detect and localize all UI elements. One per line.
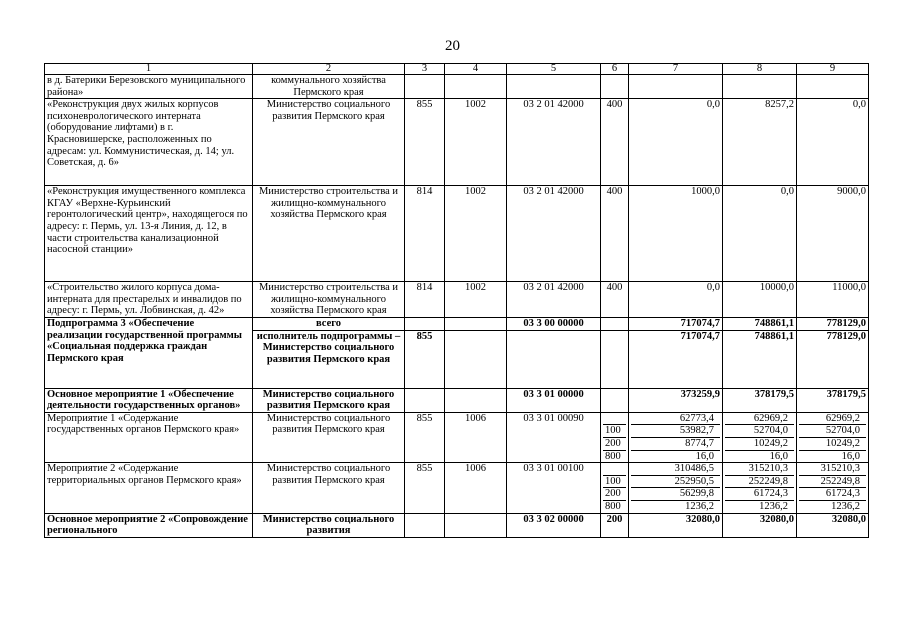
col-header: 5 <box>507 64 601 75</box>
row-c3 <box>405 317 445 330</box>
row-type: 400 <box>601 186 629 282</box>
activity-row <box>45 463 869 513</box>
subprogram-name: Подпрограмма 3 «Обеспечение реализации государственной программы «Социальная поддержка граждан Пермского края <box>45 317 253 388</box>
row-y2: 32080,0 <box>723 513 797 537</box>
row-section: 1006 <box>445 412 507 462</box>
row-c3 <box>405 513 445 537</box>
row-executor: Министерство социального развития Пермского края <box>253 412 405 462</box>
row-type: 400 <box>601 282 629 318</box>
row-section: 1002 <box>445 282 507 318</box>
row-grbs: 814 <box>405 282 445 318</box>
col-header: 3 <box>405 64 445 75</box>
row-y1: 0,0 <box>629 282 723 318</box>
row-name: «Реконструкция двух жилых корпусов психоневрологического интерната (оборудование лифтами) в г. Красновишерске, расположенных по адресам: ул. Коммунистическая, д. 14; ул. Советская, д. 6» <box>45 99 253 186</box>
row-grbs: 855 <box>405 412 445 462</box>
activity-row <box>45 412 869 462</box>
table-row <box>45 99 869 186</box>
row-y2: 748861,1 <box>723 330 797 388</box>
row-y1: 32080,0 <box>629 513 723 537</box>
row-y2: 10000,0 <box>723 282 797 318</box>
row-name: «Реконструкция имущественного комплекса КГАУ «Верхне-Курьинский геронтологический центр», находящегося по адресу: г. Пермь, ул. 13-я Линия, д. 12, в части строительства канализационной насосной станции» <box>45 186 253 282</box>
page-number: 20 <box>445 38 460 54</box>
row-executor: Министерство социального развития Пермского края <box>253 99 405 186</box>
row-grbs: 855 <box>405 99 445 186</box>
row-c3 <box>405 75 445 99</box>
row-y1: 373259,9 <box>629 388 723 412</box>
row-c9 <box>797 75 869 99</box>
row-y2: 0,0 <box>723 186 797 282</box>
row-name: Основное мероприятие 2 «Сопровождение регионального <box>45 513 253 537</box>
year3-values: 315210,3 252249,8 61724,3 1236,2 <box>797 463 869 513</box>
row-type: 400 <box>601 99 629 186</box>
row-c4 <box>445 513 507 537</box>
row-c4 <box>445 317 507 330</box>
col-header: 9 <box>797 64 869 75</box>
row-c6 <box>601 75 629 99</box>
row-c3 <box>405 388 445 412</box>
row-target: 03 2 01 42000 <box>507 186 601 282</box>
row-grbs: 855 <box>405 330 445 388</box>
row-executor: Министерство социального развития Пермского края <box>253 463 405 513</box>
column-header-row <box>45 64 869 75</box>
row-c6 <box>601 317 629 330</box>
year2-values: 315210,3 252249,8 61724,3 1236,2 <box>723 463 797 513</box>
main-activity-row <box>45 388 869 412</box>
row-executor: Министерство строительства и жилищно-коммунального хозяйства Пермского края <box>253 282 405 318</box>
row-c8 <box>723 75 797 99</box>
row-y3: 11000,0 <box>797 282 869 318</box>
row-name: «Строительство жилого корпуса дома-интерната для престарелых и инвалидов по адресу: г. Пермь, ул. Лобвинская, д. 42» <box>45 282 253 318</box>
year1-values: 62773,4 53982,7 8774,7 16,0 <box>629 412 723 462</box>
row-y3: 378179,5 <box>797 388 869 412</box>
row-grbs: 855 <box>405 463 445 513</box>
year3-values: 62969,2 52704,0 10249,2 16,0 <box>797 412 869 462</box>
row-section: 1002 <box>445 99 507 186</box>
subprogram-total-label: всего <box>253 317 405 330</box>
row-target: 03 3 01 00100 <box>507 463 601 513</box>
row-executor: Министерство социального развития Пермского края <box>253 388 405 412</box>
row-y1: 1000,0 <box>629 186 723 282</box>
row-c4 <box>445 388 507 412</box>
row-name: Мероприятие 2 «Содержание территориальных органов Пермского края» <box>45 463 253 513</box>
row-y1: 717074,7 <box>629 330 723 388</box>
row-c5 <box>507 75 601 99</box>
row-executor: Министерство строительства и жилищно-коммунального хозяйства Пермского края <box>253 186 405 282</box>
row-c4 <box>445 75 507 99</box>
row-c6 <box>601 330 629 388</box>
main-activity-row <box>45 513 869 537</box>
col-header: 2 <box>253 64 405 75</box>
row-executor: Министерство социального развития <box>253 513 405 537</box>
subprogram-row <box>45 317 869 330</box>
row-y3: 778129,0 <box>797 317 869 330</box>
row-target: 03 3 01 00000 <box>507 388 601 412</box>
row-section: 1002 <box>445 186 507 282</box>
col-header: 7 <box>629 64 723 75</box>
table-row <box>45 282 869 318</box>
row-section: 1006 <box>445 463 507 513</box>
row-target: 03 3 01 00090 <box>507 412 601 462</box>
col-header: 1 <box>45 64 253 75</box>
row-y2: 748861,1 <box>723 317 797 330</box>
subprogram-executor: исполнитель подпрограммы – Министерство социального развития Пермского края <box>253 330 405 388</box>
col-header: 6 <box>601 64 629 75</box>
row-c5 <box>507 330 601 388</box>
row-c4 <box>445 330 507 388</box>
year2-values: 62969,2 52704,0 10249,2 16,0 <box>723 412 797 462</box>
year1-values: 310486,5 252950,5 56299,8 1236,2 <box>629 463 723 513</box>
row-grbs: 814 <box>405 186 445 282</box>
row-target: 03 2 01 42000 <box>507 282 601 318</box>
col-header: 4 <box>445 64 507 75</box>
row-y2: 378179,5 <box>723 388 797 412</box>
row-c6 <box>601 388 629 412</box>
expense-types: 100 200 800 <box>601 412 629 462</box>
row-y3: 32080,0 <box>797 513 869 537</box>
row-y3: 9000,0 <box>797 186 869 282</box>
row-y1: 717074,7 <box>629 317 723 330</box>
row-target: 03 2 01 42000 <box>507 99 601 186</box>
row-c7 <box>629 75 723 99</box>
table-row <box>45 75 869 99</box>
row-y1: 0,0 <box>629 99 723 186</box>
row-name: Мероприятие 1 «Содержание государственных органов Пермского края» <box>45 412 253 462</box>
row-y3: 0,0 <box>797 99 869 186</box>
row-y2: 8257,2 <box>723 99 797 186</box>
subprogram-code: 03 3 00 00000 <box>507 317 601 330</box>
col-header: 8 <box>723 64 797 75</box>
expense-types: 100 200 800 <box>601 463 629 513</box>
row-y3: 778129,0 <box>797 330 869 388</box>
table-row <box>45 186 869 282</box>
row-target: 03 3 02 00000 <box>507 513 601 537</box>
budget-table <box>44 63 869 538</box>
row-type: 200 <box>601 513 629 537</box>
row-executor: коммунального хозяйства Пермского края <box>253 75 405 99</box>
row-name: в д. Батерики Березовского муниципального района» <box>45 75 253 99</box>
row-name: Основное мероприятие 1 «Обеспечение деятельности государственных органов» <box>45 388 253 412</box>
